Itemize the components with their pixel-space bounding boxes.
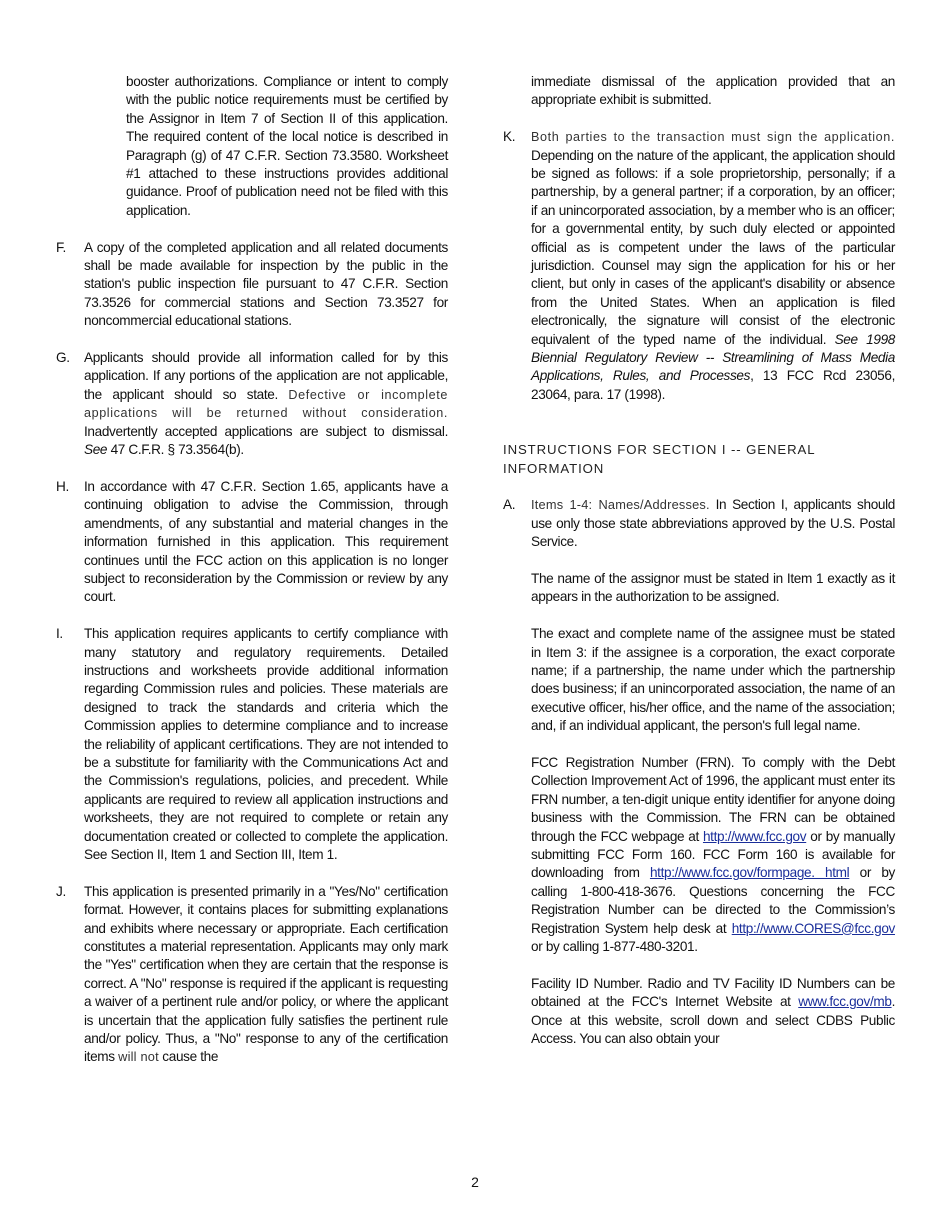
item-j — [56, 883, 448, 1067]
item-j-text-1: This application is presented primarily in a "Yes/No" certification format. However, it contains places for submitting explanations and exhibits where necessary or appropriate. Each certification constitutes a material representation. Applicants may only mark the "Yes" certification when they are certain that the response is correct. A "No" response is required if the applicant is requesting a waiver of a pertinent rule and/or policy, or where the applicant is uncertain that the application fully satisfies the pertinent rule and/or policy. Thus, a "No" response to any of the certification items — [84, 883, 448, 1065]
frn-text-4: or by calling 1-877-480-3201. — [531, 939, 698, 954]
item-f — [56, 239, 448, 331]
item-j-label: J. — [56, 883, 66, 899]
facility-text-1: Facility ID Number. Radio and TV Facility ID Numbers can be obtained at the FCC's Internet Website at — [531, 975, 895, 1010]
frn-paragraph — [503, 754, 895, 956]
item-f-label: F. — [56, 239, 66, 255]
frn-text-3: or by calling 1-800-418-3676. Questions concerning the FCC Registration Number can be directed to the Commission’s Registration System help desk at — [531, 865, 895, 936]
frn-text-1: FCC Registration Number (FRN). To comply with the Debt Collection Improvement Act of 1996, the applicant must enter its FRN number, a ten-digit unique entity identifier for anyone doing business with the Commission. The FRN can be obtained through the FCC webpage at — [531, 754, 895, 844]
item-g-text-4: 47 C.F.R. § 73.3564(b). — [107, 442, 244, 458]
item-j-will-not: will not — [118, 1049, 159, 1065]
item-k-lead: Both parties to the transaction must sign the application. — [531, 130, 895, 145]
item-f-text: A copy of the completed application and all related documents shall be made available for inspection by the public in the station's public inspection file pursuant to 47 C.F.R. Section 73.3526 for commercial stations and Section 73.3527 for noncommercial educational stations. — [84, 239, 448, 329]
item-g-label: G. — [56, 350, 70, 366]
item-g-defective-notice: Defective or incomplete applications will be returned without consideration. — [84, 387, 448, 421]
fcc-website-link[interactable]: http://www.fcc.gov — [702, 828, 807, 844]
item-j-text-3: cause the — [158, 1049, 219, 1065]
item-a-label: A. — [503, 497, 516, 513]
facility-text-2: . Once at this website, scroll down and select CDBS Public Access. You can also obtain your — [531, 994, 895, 1047]
item-g — [56, 349, 448, 459]
item-i-label: I. — [56, 626, 63, 642]
frn-text-2: or by manually submitting FCC Form 160. FCC Form 160 is available for downloading from — [531, 828, 895, 881]
item-g-text-1: Applicants should provide all information called for by this application. If any portions of the application are not applicable, the applicant should so state. — [84, 350, 448, 402]
item-a-lead: Items 1-4: Names/Addresses. — [531, 497, 710, 513]
formpage-link[interactable]: http://www.fcc.gov/formpage. html — [649, 865, 850, 881]
item-k-text-2: Depending on the nature of the applicant, the application should be signed as follows: if a sole proprietorship, personally; if a partnership, by a general partner; if a corporation, by an officer; if an unincorporated association, by a member who is an officer; for a governmental entity, by such duly elected or appointed official as is competent under the laws of the particular jurisdiction. Counsel may sign the application for his or her client, but only in cases of the applicant's disability or absence from the United States. When an application is filed electronically, the signature will consist of the electronic equivalent of the typed name of the individual. — [531, 147, 895, 347]
item-k — [503, 128, 895, 404]
assignor-paragraph: The name of the assignor must be stated in Item 1 exactly as it appears in the authorization to be assigned. — [531, 570, 895, 605]
facility-id-paragraph — [503, 975, 895, 1049]
item-k-citation: See 1998 Biennial Regulatory Review -- Streamlining of Mass Media Applications, Rules, and Processes — [531, 331, 896, 384]
item-e-continuation: booster authorizations. Compliance or intent to comply with the public notice requirements must be certified by the Assignor in Item 7 of Section II of this application. The required content of the local notice is described in Paragraph (g) of 47 C.F.R. Section 73.3580. Worksheet #1 attached to these instructions provides additional guidance. Proof of publication need not be filed with this application. — [126, 74, 448, 218]
item-h-label: H. — [56, 478, 69, 494]
item-k-label: K. — [503, 129, 516, 145]
item-g-text-3: Inadvertently accepted applications are subject to dismissal. — [84, 423, 448, 439]
cores-link[interactable]: http://www.CORES@fcc.gov — [731, 920, 895, 936]
assignee-paragraph: The exact and complete name of the assignee must be stated in Item 3: if the assignee is a corporation, the exact corporate name; if a partnership, the name under which the partnership does business; if an unincorporated association, the name of an executive officer, his/her office, and the name of the association; and, if an individual applicant, the person's full legal name. — [531, 626, 895, 734]
item-i-text: This application requires applicants to certify compliance with many statutory and regulatory requirements. Detailed instructions and worksheets provide additional information regarding Commission rules and policies. These materials are designed to track the standards and criteria which the Commission applies to determine compliance and to increase the reliability of applicant certifications. They are not intended to be a substitute for familiarity with the Communications Act and the Commission's regulations, policies, and precedent. While applicants are required to review all application instructions and worksheets, they are not required to complete or retain any documentation created or collected to complete the application. See Section II, Item 1 and Section III, Item 1. — [84, 626, 448, 862]
item-i — [56, 625, 448, 864]
item-h — [56, 478, 448, 607]
page-number: 2 — [471, 1174, 479, 1190]
item-g-see: See — [84, 442, 108, 458]
item-a — [503, 496, 895, 551]
item-h-text: In accordance with 47 C.F.R. Section 1.65, applicants have a continuing obligation to advise the Commission, through amendments, of any substantial and material changes in the information furnished in this application. This requirement continues until the FCC action on this application is no longer subject to reconsideration by the Commission or review by any court. — [84, 478, 448, 605]
fcc-mb-link[interactable]: www.fcc.gov/mb — [798, 994, 892, 1010]
item-k-text-4: , 13 FCC Rcd 23056, 23064, para. 17 (1998). — [531, 368, 896, 402]
right-column — [503, 73, 895, 1067]
item-a-text-2: In Section I, applicants should use only those state abbreviations approved by the U.S. Postal Service. — [531, 497, 896, 550]
item-j-continuation: immediate dismissal of the application provided that an appropriate exhibit is submitted. — [531, 74, 895, 108]
section-i-heading: INSTRUCTIONS FOR SECTION I -- GENERAL INFORMATION — [503, 442, 815, 477]
left-column — [56, 73, 448, 1085]
